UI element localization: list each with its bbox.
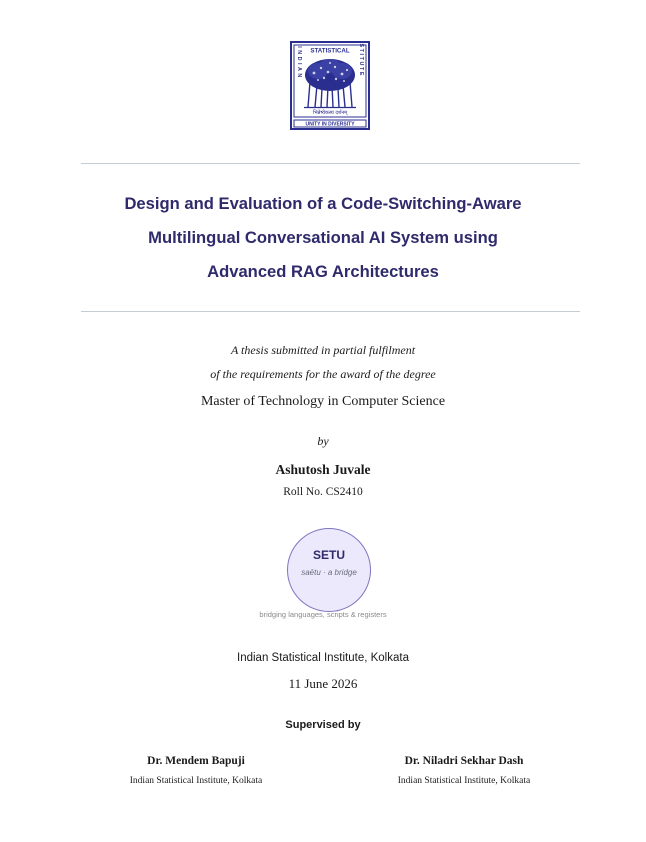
- supervisor-affiliation: Indian Statistical Institute, Kolkata: [397, 776, 531, 786]
- seal-motto: UNITY IN DIVERSITY: [305, 121, 355, 128]
- title-line-3: Advanced RAG Architectures: [207, 262, 439, 281]
- degree-name: Master of Technology in Computer Science: [200, 394, 446, 409]
- submission-date: 11 June 2026: [288, 676, 358, 691]
- isi-seal-icon: [290, 41, 370, 130]
- by-label: by: [317, 434, 329, 448]
- supervisor-name: Dr. Niladri Sekhar Dash: [404, 755, 524, 767]
- isi-seal-logo: [290, 41, 370, 130]
- institute-name: Indian Statistical Institute, Kolkata: [237, 652, 409, 664]
- submission-statement: [0, 338, 646, 386]
- submission-line-2: of the requirements for the award of the degree: [210, 367, 436, 381]
- seal-left-text: INDIAN: [296, 46, 302, 80]
- thesis-title: [0, 187, 646, 289]
- supervisor-2: [344, 755, 584, 786]
- supervised-by-heading: Supervised by: [285, 719, 361, 731]
- seal-right-text: INSTITUTE: [358, 41, 364, 78]
- submission-line-1: A thesis submitted in partial fulfilment: [230, 343, 416, 357]
- badge-tagline: bridging languages, scripts & registers: [259, 610, 387, 619]
- supervisor-name: Dr. Mendem Bapuji: [147, 755, 245, 767]
- seal-top-text: STATISTICAL: [310, 47, 350, 55]
- bottom-divider: [81, 311, 580, 312]
- author-name: Ashutosh Juvale: [275, 462, 371, 477]
- badge-subtitle: saētu · a bridge: [301, 568, 357, 577]
- badge-title: SETU: [312, 548, 345, 562]
- top-divider: [81, 163, 580, 164]
- title-line-2: Multilingual Conversational AI System using: [148, 228, 498, 247]
- supervisor-affiliation: Indian Statistical Institute, Kolkata: [129, 776, 263, 786]
- supervisor-1: [76, 755, 316, 786]
- seal-hindi-text: भिन्नेष्वेकस्य दर्शनम्: [312, 110, 348, 116]
- roll-number: Roll No. CS2410: [283, 486, 363, 498]
- title-line-1: Design and Evaluation of a Code-Switching-Aware: [124, 194, 522, 213]
- setu-badge: [287, 528, 371, 612]
